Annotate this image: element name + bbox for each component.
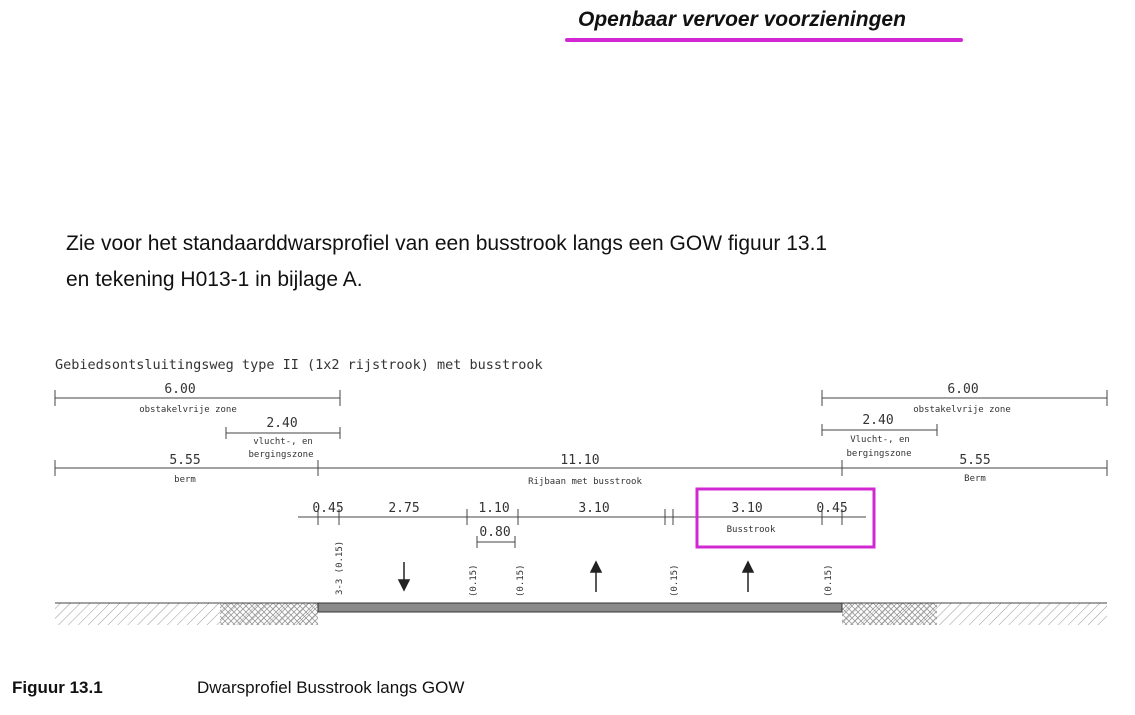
arrow-up-icon — [591, 562, 601, 592]
right-vlucht-label-1: Vlucht-, en — [850, 435, 910, 445]
header-underline — [565, 38, 963, 42]
arrow-up-icon — [743, 562, 753, 592]
lane-dim-6: 3.10 — [731, 501, 763, 516]
marker-1: (0.15) — [469, 564, 479, 597]
slope-marker: 3-3 (0.15) — [335, 540, 345, 595]
page-header-title: Openbaar vervoer voorzieningen — [578, 8, 906, 31]
marker-4: (0.15) — [824, 564, 834, 597]
right-berm-value: 5.55 — [959, 453, 991, 468]
left-obstacle-label: obstakelvrije zone — [139, 405, 237, 415]
rijbaan-label: Rijbaan met busstrook — [528, 477, 642, 487]
lane-dim-3: 1.10 — [478, 501, 510, 516]
left-berm-label: berm — [174, 475, 196, 485]
right-obstacle-label: obstakelvrije zone — [913, 405, 1011, 415]
left-obstacle-value: 6.00 — [164, 382, 196, 397]
right-berm-label: Berm — [964, 474, 986, 484]
right-vlucht-label-2: bergingszone — [846, 449, 912, 459]
figure-caption-label: Figuur 13.1 — [12, 678, 103, 697]
lane-dim-7: 0.45 — [816, 501, 848, 516]
drawing-title: Gebiedsontsluitingsweg type II (1x2 rijstrook) met busstrook — [55, 357, 543, 373]
marker-2: (0.15) — [516, 564, 526, 597]
body-paragraph — [66, 226, 1006, 298]
busstrook-label: Busstrook — [726, 525, 776, 535]
arrow-down-icon — [399, 562, 409, 590]
body-line-1: Zie voor het standaarddwarsprofiel van een busstrook langs een GOW figuur 13.1 — [66, 232, 828, 255]
lane-dim-5: 3.10 — [578, 501, 610, 516]
marker-3: (0.15) — [670, 564, 680, 597]
left-vlucht-label-2: bergingszone — [248, 450, 314, 460]
left-berm-value: 5.55 — [169, 453, 201, 468]
lane-dim-1: 0.45 — [312, 501, 344, 516]
left-vlucht-label-1: vlucht-, en — [253, 437, 313, 447]
body-line-2: en tekening H013-1 in bijlage A. — [66, 268, 363, 291]
right-obstacle-value: 6.00 — [947, 382, 979, 397]
lane-dim-4: 0.80 — [479, 525, 511, 540]
rijbaan-value: 11.10 — [560, 453, 600, 468]
left-vlucht-value: 2.40 — [266, 416, 298, 431]
right-vlucht-value: 2.40 — [862, 413, 894, 428]
cross-section-drawing — [0, 340, 1135, 640]
figure-caption-text: Dwarsprofiel Busstrook langs GOW — [197, 678, 465, 697]
busstrook-highlight-box — [697, 489, 874, 547]
ground-surface — [55, 603, 1107, 625]
lane-dim-2: 2.75 — [388, 501, 420, 516]
